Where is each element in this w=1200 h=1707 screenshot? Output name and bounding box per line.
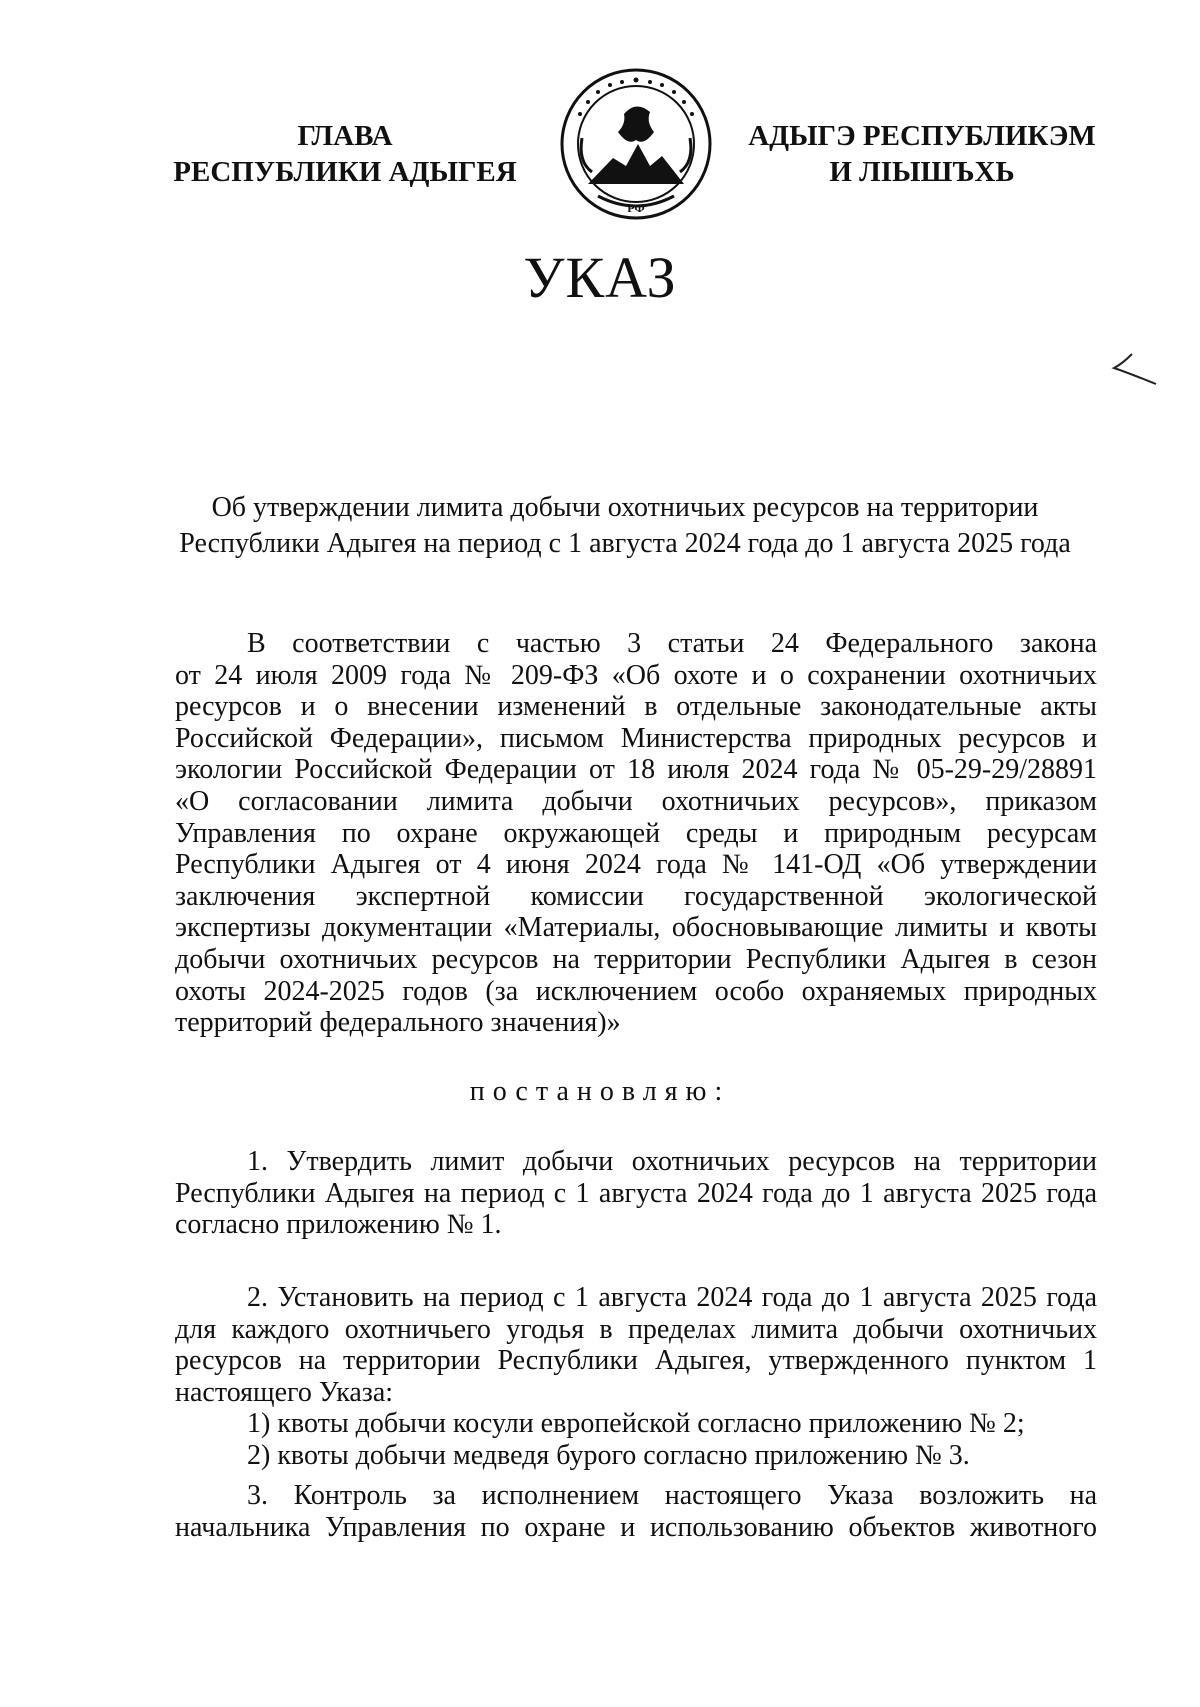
item-3-line: 3. Контроль за исполнением настоящего Указа возложить на — [247, 1480, 1097, 1511]
preamble-line: В соответствии с частью 3 статьи 24 Федерального закона — [247, 628, 1097, 659]
header-left — [170, 118, 520, 190]
document-title: УКАЗ — [523, 245, 677, 310]
header-left-line2: РЕСПУБЛИКИ АДЫГЕЯ — [173, 156, 517, 188]
item-1-line: согласно приложению № 1. — [175, 1209, 502, 1241]
item-1-line: 1. Утвердить лимит добычи охотничьих ресурсов на территории — [247, 1146, 1097, 1177]
preamble-line: территорий федерального значения)» — [175, 1007, 621, 1039]
header-right-line1: АДЫГЭ РЕСПУБЛИКЭМ — [748, 120, 1096, 152]
item-1 — [175, 1146, 1097, 1241]
item-1-line: Республики Адыгея на период с 1 августа 2024 года до 1 августа 2025 года — [175, 1177, 1097, 1209]
item-2-line: 2. Установить на период с 1 августа 2024 года до 1 августа 2025 года — [247, 1282, 1097, 1313]
header-right-line2: И ЛІЫШЪХЬ — [829, 156, 1015, 188]
svg-text:РФ: РФ — [627, 201, 645, 215]
item-2 — [175, 1282, 1097, 1472]
item-2-line: ресурсов на территории Республики Адыгея, утвержденного пунктом 1 — [175, 1345, 1097, 1377]
item-2-line: настоящего Указа: — [175, 1376, 394, 1408]
handwritten-mark — [1110, 350, 1160, 390]
subject-line1: Об утверждении лимита добычи охотничьих ресурсов на территории — [211, 492, 1039, 523]
item-2-line: для каждого охотничьего угодья в пределах лимита добычи охотничьих — [175, 1313, 1097, 1345]
preamble-line: добычи охотничьих ресурсов на территории Республики Адыгея в сезон — [175, 943, 1097, 975]
preamble-line: Республики Адыгея от 4 июня 2024 года № 141-ОД «Об утверждении — [175, 849, 1097, 881]
preamble-line: охоты 2024-2025 годов (за исключением особо охраняемых природных — [175, 975, 1097, 1007]
header-right — [732, 118, 1112, 190]
preamble-line: экологии Российской Федерации от 18 июля 2024 года № 05-29-29/28891 — [175, 754, 1097, 786]
document-subject — [150, 490, 1100, 562]
preamble-line: Управления по охране окружающей среды и природным ресурсам — [175, 817, 1097, 849]
item-3 — [175, 1480, 1097, 1543]
preamble-line: «О согласовании лимита добычи охотничьих ресурсов», приказом — [175, 785, 1097, 817]
preamble-line: Российской Федерации», письмом Министерства природных ресурсов и — [175, 722, 1097, 754]
preamble-line: от 24 июля 2009 года № 209-ФЗ «Об охоте и о сохранении охотничьих — [175, 659, 1097, 691]
item-2-subitem: 2) квоты добычи медведя бурого согласно приложению № 3. — [247, 1439, 970, 1471]
preamble — [175, 628, 1097, 1039]
header-left-line1: ГЛАВА — [297, 120, 393, 152]
item-3-line: начальника Управления по охране и использованию объектов животного — [175, 1511, 1097, 1543]
coat-of-arms-emblem — [558, 66, 714, 222]
item-2-subitem: 1) квоты добычи косули европейской согласно приложению № 2; — [247, 1408, 1025, 1440]
subject-line2: Республики Адыгея на период с 1 августа 2024 года до 1 августа 2025 года — [179, 528, 1071, 559]
preamble-line: ресурсов и о внесении изменений в отдельные законодательные акты — [175, 691, 1097, 723]
decree-word: постановляю: — [469, 1076, 731, 1107]
preamble-line: заключения экспертной комиссии государственной экологической — [175, 880, 1097, 912]
preamble-line: экспертизы документации «Материалы, обосновывающие лимиты и квоты — [175, 912, 1097, 944]
